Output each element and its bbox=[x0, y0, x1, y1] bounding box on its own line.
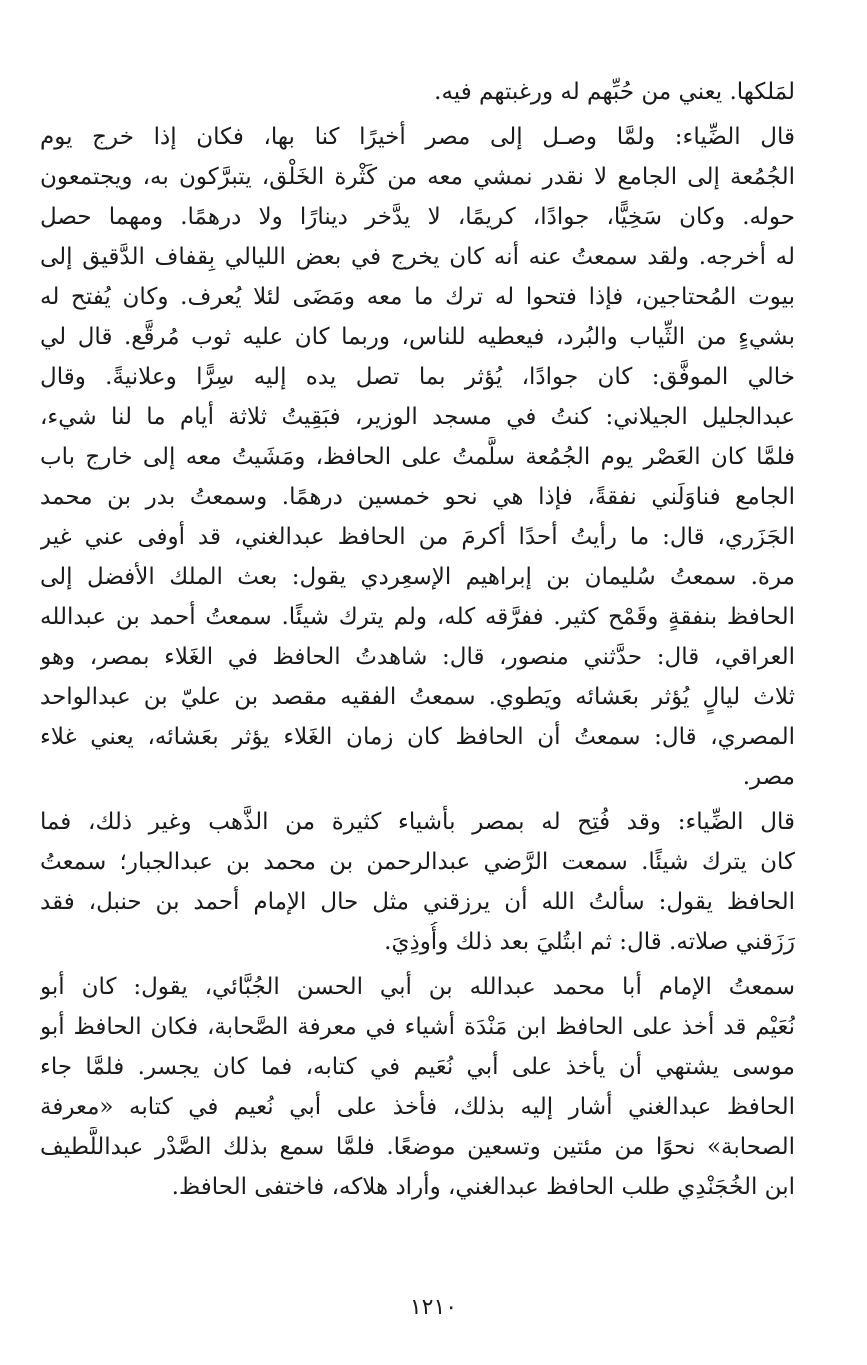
text-line: المصري، قال: سمعتُ أن الحافظ كان زمان الغَلاء يؤثر بعَشائه، يعني غلاء bbox=[40, 724, 795, 750]
text-line: ابن الخُجَنْدِي طلب الحافظ عبدالغني، وأراد هلاكه، فاختفى الحافظ. bbox=[171, 1174, 795, 1200]
text-line: موسى يشتهي أن يأخذ على أبي نُعَيم في كتابه، فما كان يجسر. فلمَّا جاء bbox=[40, 1054, 795, 1080]
text-line: كان يترك شيئًا. سمعت الرَّضي عبدالرحمن بن محمد بن عبدالجبار؛ سمعتُ bbox=[40, 849, 795, 875]
text-line: فلمَّا كان العَصْر يوم الجُمُعة سلَّمتُ على الحافظ، ومَشَيتُ معه إلى خارج باب bbox=[40, 444, 795, 470]
text-line: خالي الموفَّق: كان جوادًا، يُؤثر بما تصل يده إليه سِرًّا وعلانيةً. وقال bbox=[40, 364, 795, 390]
text-line: الجُمُعة إلى الجامع لا نقدر نمشي معه من كَثْرة الخَلْق، يتبرَّكون به، ويجتمعون bbox=[40, 164, 795, 190]
paragraph-4 bbox=[40, 967, 795, 1207]
text-line: سمعتُ الإمام أبا محمد عبدالله بن أبي الحسن الجُبَّائي، يقول: كان أبو bbox=[40, 974, 795, 1000]
text-line: لمَلكها. يعني من حُبِّهم له ورغبتهم فيه. bbox=[434, 79, 795, 105]
text-line: قال الضِّياء: ولمَّا وصـل إلى مصر أخيرًا كنا بها، فكان إذا خرج يوم bbox=[40, 124, 795, 150]
text-line: العراقي، قال: حدَّثني منصور، قال: شاهدتُ الحافظ في الغَلاء بمصر، وهو bbox=[40, 644, 795, 670]
text-line: مصر. bbox=[742, 764, 795, 790]
paragraph-3 bbox=[40, 802, 795, 962]
text-line: عبدالجليل الجيلاني: كنتُ في مسجد الوزير، فبَقِيتُ ثلاثة أيام ما لنا شيء، bbox=[40, 404, 795, 430]
text-line: الجامع فناوَلَني نفقةً، فإذا هي نحو خمسين درهمًا. وسمعتُ بدر بن محمد bbox=[40, 484, 795, 510]
text-line: الحافظ عبدالغني أشار إليه بذلك، فأخذ على أبي نُعيم في كتابه «معرفة bbox=[40, 1094, 795, 1120]
text-line: نُعَيْم قد أخذ على الحافظ ابن مَنْدَة أشياء في معرفة الصَّحابة، فكان الحافظ أبو bbox=[40, 1014, 795, 1040]
page-number: ١٢١٠ bbox=[409, 1295, 458, 1320]
text-line: الحافظ يقول: سألتُ الله أن يرزقني مثل حال الإمام أحمد بن حنبل، فقد bbox=[40, 889, 795, 915]
text-line: قال الضِّياء: وقد فُتِح له بمصر بأشياء كثيرة من الذَّهب وغير ذلك، فما bbox=[40, 809, 795, 835]
text-line: الجَزَري، قال: ما رأيتُ أحدًا أكرمَ من الحافظ عبدالغني، قد أوفى عني غير bbox=[40, 524, 795, 550]
text-line: له أخرجه. ولقد سمعتُ عنه أنه كان يخرج في بعض الليالي بِقفاف الدَّقيق إلى bbox=[40, 244, 795, 270]
text-line: مرة. سمعتُ سُليمان بن إبراهيم الإسعِردي يقول: بعث الملك الأفضل إلى bbox=[40, 564, 795, 590]
paragraph-1 bbox=[40, 72, 795, 112]
text-line: رَزَقني صلاته. قال: ثم ابتُليَ بعد ذلك وأُوذِيَ. bbox=[384, 929, 795, 955]
page-body bbox=[40, 72, 795, 1207]
text-line: الحافظ بنفقةٍ وقَمْح كثير. ففرَّقه كله، ولم يترك شيئًا. سمعتُ أحمد بن عبدالله bbox=[40, 604, 795, 630]
text-line: ثلاث ليالٍ يُؤثر بعَشائه ويَطوي. سمعتُ الفقيه مقصد بن عليّ بن عبدالواحد bbox=[40, 684, 795, 710]
text-line: حوله. وكان سَخِيًّا، جوادًا، كريمًا، لا يدَّخر دينارًا ولا درهمًا. ومهما حصل bbox=[40, 204, 795, 230]
paragraph-2 bbox=[40, 117, 795, 797]
text-line: بشيءٍ من الثِّياب والبُرد، فيعطيه للناس، وربما كان عليه ثوب مُرقَّع. قال لي bbox=[40, 324, 795, 350]
text-line: بيوت المُحتاجين، فإذا فتحوا له ترك ما معه ومَضَى لئلا يُعرف. وكان يُفتح له bbox=[40, 284, 795, 310]
text-line: الصحابة» نحوًا من مئتين وتسعين موضعًا. فلمَّا سمع بذلك الصَّدْر عبداللَّطيف bbox=[40, 1134, 795, 1160]
